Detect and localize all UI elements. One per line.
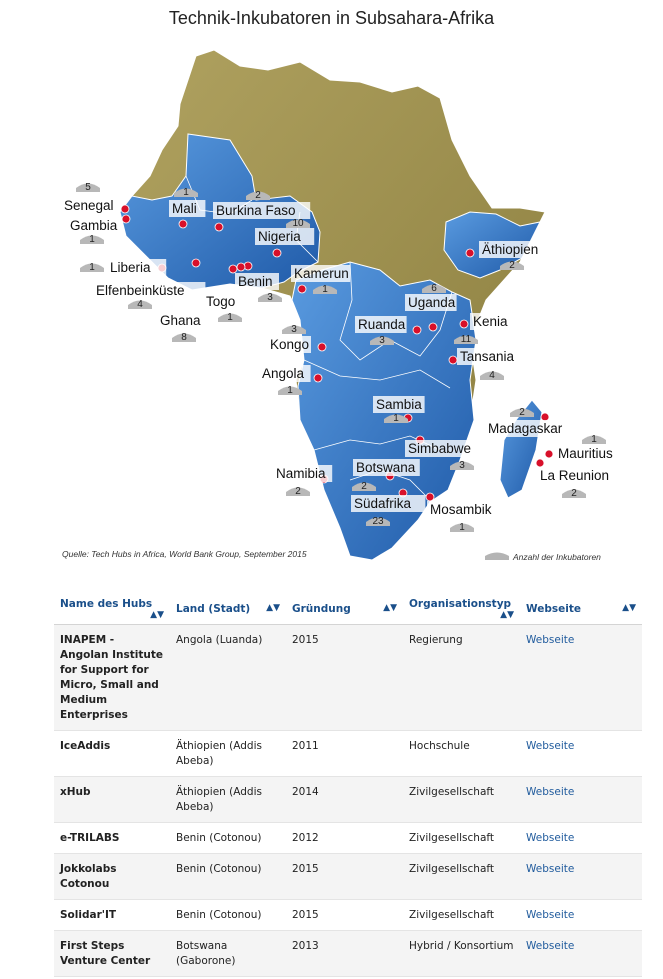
hub-website-link[interactable]: Webseite [526,786,575,798]
hub-org-type: Regierung [403,625,520,731]
table-header-row [54,593,642,625]
hub-website-link[interactable]: Webseite [526,832,575,844]
country-8-label: Togo [206,294,236,309]
country-9-marker [229,265,237,273]
country-15-label: Ruanda [358,317,406,332]
hub-year: 2011 [286,731,403,777]
sort-icon: ▲▼ [266,602,280,613]
africa-map [0,40,663,580]
country-18-label: Sambia [376,397,422,412]
country-5-count: 1 [89,262,95,273]
hubs-table [54,593,642,977]
country-11-label: Kongo [270,337,310,352]
country-4-label: Nigeria [258,229,301,244]
country-8-marker [237,263,245,271]
hub-name: Solidar'IT [54,900,170,931]
country-9-label: Ghana [160,313,201,328]
country-0-count: 5 [85,182,91,193]
country-4-marker [273,249,281,257]
hub-name: Jokkolabs Cotonou [54,854,170,900]
country-14-marker [429,323,437,331]
country-6-count: 4 [137,299,143,310]
sort-icon: ▲▼ [383,602,397,613]
country-7-count: 3 [267,292,273,303]
hub-website-link[interactable]: Webseite [526,909,575,921]
hub-country: Äthiopien (Addis Abeba) [170,777,286,823]
country-3-count: 2 [255,190,261,201]
country-18-count: 1 [393,413,399,424]
col-web-header[interactable] [520,593,642,625]
country-14-label: Uganda [408,295,456,310]
country-5-label: Liberia [110,260,151,275]
country-0-marker [121,205,129,213]
col-label: Land (Stadt) [176,602,251,615]
table-row [54,900,642,931]
table-row [54,823,642,854]
country-7-label: Benin [238,274,273,289]
hub-year: 2015 [286,854,403,900]
table-row [54,777,642,823]
hub-name: xHub [54,777,170,823]
hub-year: 2014 [286,777,403,823]
country-13-label: Äthiopien [482,242,539,257]
country-25-count: 23 [372,516,384,527]
hub-website-link[interactable]: Webseite [526,940,575,952]
country-23-label: Namibia [276,466,326,481]
country-10-marker [298,285,306,293]
country-25-label: Südafrika [354,496,412,511]
country-2-count: 1 [183,187,189,198]
table-row [54,931,642,977]
hub-website-link[interactable]: Webseite [526,740,575,752]
country-3-marker [215,223,223,231]
country-2-label: Mali [172,201,197,216]
hub-website-cell [520,731,642,777]
legend-label: Anzahl der Inkubatoren [513,552,601,562]
country-1-marker [122,215,130,223]
sort-icon: ▲▼ [500,610,514,620]
hub-name: e-TRILABS [54,823,170,854]
country-16-label: Kenia [473,314,508,329]
hub-website-cell [520,900,642,931]
col-year-header[interactable] [286,593,403,625]
hub-country: Benin (Cotonou) [170,823,286,854]
country-1-label: Gambia [70,218,118,233]
hub-website-cell [520,854,642,900]
hub-name: INAPEM - Angolan Institute for Support for Micro, Small and Medium Enterprises [54,625,170,731]
hub-website-cell [520,931,642,977]
country-3-label: Burkina Faso [216,203,296,218]
hub-org-type: Zivilgesellschaft [403,823,520,854]
country-6-label: Elfenbeinküste [96,283,185,298]
country-12-label: Angola [262,366,305,381]
col-label: Organisationstyp [409,598,512,610]
country-19-count: 2 [519,407,525,418]
country-9-count: 8 [181,332,187,343]
country-19-label: Madagaskar [488,421,563,436]
country-0-label: Senegal [64,198,114,213]
hub-year: 2013 [286,931,403,977]
table-row [54,625,642,731]
country-22-label: Simbabwe [408,441,472,456]
country-13-marker [466,249,474,257]
hub-name: IceAddis [54,731,170,777]
country-17-count: 4 [489,370,495,381]
country-26-count: 1 [459,522,465,533]
country-24-count: 2 [361,481,367,492]
col-land-header[interactable] [170,593,286,625]
country-10-label: Kamerun [294,266,349,281]
hub-website-link[interactable]: Webseite [526,863,575,875]
hub-year: 2012 [286,823,403,854]
country-21-marker [536,459,544,467]
table-row [54,731,642,777]
col-label: Name des Hubs [60,598,153,610]
col-org-header[interactable] [403,593,520,625]
country-14-count: 6 [431,283,437,294]
source-note: Quelle: Tech Hubs in Africa, World Bank Group, September 2015 [62,549,307,559]
country-11-count: 3 [291,324,297,335]
hub-website-cell [520,777,642,823]
hub-org-type: Zivilgesellschaft [403,854,520,900]
country-2-marker [179,220,187,228]
country-22-count: 3 [459,460,465,471]
country-15-count: 3 [379,335,385,346]
map-title: Technik-Inkubatoren in Subsahara-Afrika [168,8,495,28]
hub-country: Benin (Cotonou) [170,900,286,931]
country-8-count: 1 [227,312,233,323]
sort-icon: ▲▼ [150,610,164,620]
country-17-label: Tansania [460,349,515,364]
hub-country: Äthiopien (Addis Abeba) [170,731,286,777]
country-23-count: 2 [295,486,301,497]
country-21-label: La Reunion [540,468,610,483]
legend-count-badge [485,553,509,561]
country-20-label: Mauritius [558,446,613,461]
country-21-count: 2 [571,488,577,499]
table-row [54,854,642,900]
hub-org-type: Zivilgesellschaft [403,900,520,931]
hub-org-type: Hochschule [403,731,520,777]
country-20-count: 1 [591,434,597,445]
country-26-label: Mosambik [430,502,492,517]
country-12-count: 1 [287,385,293,396]
country-24-label: Botswana [356,460,416,475]
country-6-marker [192,259,200,267]
hub-country: Angola (Luanda) [170,625,286,731]
country-17-marker [449,356,457,364]
hub-country: Benin (Cotonou) [170,854,286,900]
hub-org-type: Hybrid / Konsortium [403,931,520,977]
col-label: Webseite [526,602,581,615]
hub-website-link[interactable]: Webseite [526,634,575,646]
country-10-count: 1 [322,284,328,295]
country-16-marker [460,320,468,328]
country-15-marker [413,326,421,334]
hub-name: First Steps Venture Center [54,931,170,977]
col-label: Gründung [292,602,351,615]
country-19-marker [541,413,549,421]
country-20-marker [545,450,553,458]
country-13-count: 2 [509,260,515,271]
country-26-marker [426,493,434,501]
sort-icon: ▲▼ [622,602,636,613]
hub-year: 2015 [286,625,403,731]
hub-org-type: Zivilgesellschaft [403,777,520,823]
hub-country: Botswana (Gaborone) [170,931,286,977]
country-11-marker [318,343,326,351]
hub-website-cell [520,625,642,731]
col-name-header[interactable] [54,593,170,625]
hub-year: 2015 [286,900,403,931]
hub-website-cell [520,823,642,854]
country-4-count: 10 [292,218,304,229]
country-1-count: 1 [89,234,95,245]
country-16-count: 11 [460,334,472,345]
country-12-marker [314,374,322,382]
